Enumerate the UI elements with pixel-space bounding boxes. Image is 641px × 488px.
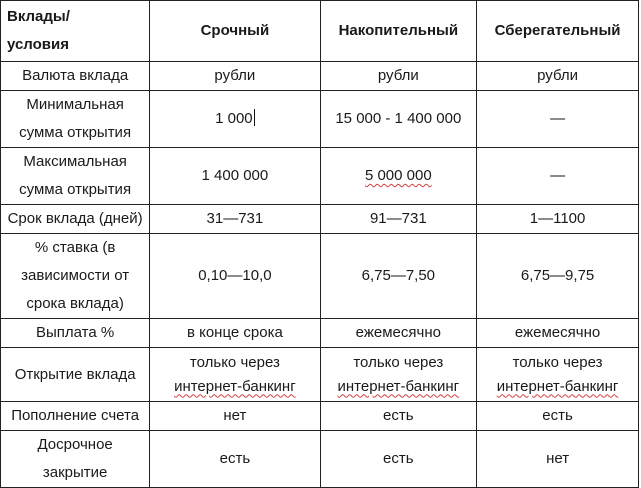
row-label-line: % ставка (в xyxy=(34,239,116,256)
row-label-line: Срок вклада (дней) xyxy=(7,210,143,227)
row-label xyxy=(1,234,150,319)
row-label xyxy=(1,319,150,348)
cell-line: только через xyxy=(353,353,444,371)
table-cell: 1 400 000 xyxy=(150,148,320,205)
table-cell: нет xyxy=(477,431,639,488)
table-cell xyxy=(320,348,477,402)
table-cell: 6,75—9,75 xyxy=(477,234,639,319)
row-label xyxy=(1,205,150,234)
row-label-line: зависимости от xyxy=(21,267,130,284)
row-label-line: Максимальная xyxy=(23,153,127,170)
row-label xyxy=(1,62,150,91)
table-cell: нет xyxy=(150,402,320,431)
table-cell: рубли xyxy=(320,62,477,91)
cell-text: 1 000 xyxy=(215,110,253,127)
table-cell: 0,10—10,0 xyxy=(150,234,320,319)
table-cell xyxy=(320,148,477,205)
table-cell: 91—731 xyxy=(320,205,477,234)
table-cell: есть xyxy=(477,402,639,431)
table-cell: 31—731 xyxy=(150,205,320,234)
row-label-line: Открытие вклада xyxy=(14,365,136,383)
row-label xyxy=(1,148,150,205)
table-cell: — xyxy=(477,91,639,148)
table-cell: рубли xyxy=(150,62,320,91)
row-label-line: Минимальная xyxy=(26,96,124,113)
table-row xyxy=(1,91,639,148)
row-label-line: Пополнение счета xyxy=(11,407,140,424)
column-header-accumulative: Сберегательный xyxy=(477,1,639,62)
table-row xyxy=(1,62,639,91)
cell-line: интернет-банкинг xyxy=(174,377,296,395)
cell-line: только через xyxy=(189,353,280,371)
corner-header xyxy=(1,1,150,62)
row-label-line: сумма открытия xyxy=(19,181,132,198)
cell-line: интернет-банкинг xyxy=(496,377,619,395)
table-cell xyxy=(477,348,639,402)
table-row xyxy=(1,234,639,319)
row-label xyxy=(1,431,150,488)
row-label xyxy=(1,348,150,402)
table-cell: ежемесячно xyxy=(320,319,477,348)
table-cell: — xyxy=(477,148,639,205)
table-cell: в конце срока xyxy=(150,319,320,348)
row-label-line: Выплата % xyxy=(36,324,115,341)
cell-text: 5 000 000 xyxy=(364,167,432,184)
table-row xyxy=(1,319,639,348)
row-label-line: Валюта вклада xyxy=(22,67,129,84)
table-cell: есть xyxy=(320,402,477,431)
table-row xyxy=(1,148,639,205)
row-label xyxy=(1,402,150,431)
table-cell xyxy=(150,348,320,402)
corner-header-line: условия xyxy=(7,36,69,53)
table-row xyxy=(1,431,639,488)
table-cell: есть xyxy=(320,431,477,488)
cell-line: только через xyxy=(512,353,603,371)
corner-header-line: Вклады/ xyxy=(7,8,70,25)
table-cell: 6,75—7,50 xyxy=(320,234,477,319)
table-cell[interactable] xyxy=(150,91,320,148)
table-cell: 1—1100 xyxy=(477,205,639,234)
column-header-savings: Накопительный xyxy=(320,1,477,62)
text-cursor xyxy=(254,109,255,126)
table-row xyxy=(1,205,639,234)
cell-line: интернет-банкинг xyxy=(337,377,460,395)
column-header-term: Срочный xyxy=(150,1,320,62)
row-label-line: Досрочное xyxy=(37,436,113,453)
table-row xyxy=(1,348,639,402)
table-cell: 15 000 - 1 400 000 xyxy=(320,91,477,148)
table-row xyxy=(1,402,639,431)
table-cell: рубли xyxy=(477,62,639,91)
header-row xyxy=(1,1,639,62)
table-cell: есть xyxy=(150,431,320,488)
row-label-line: сумма открытия xyxy=(19,124,132,141)
row-label-line: закрытие xyxy=(42,464,108,481)
row-label-line: срока вклада) xyxy=(26,295,124,312)
row-label xyxy=(1,91,150,148)
table-cell: ежемесячно xyxy=(477,319,639,348)
